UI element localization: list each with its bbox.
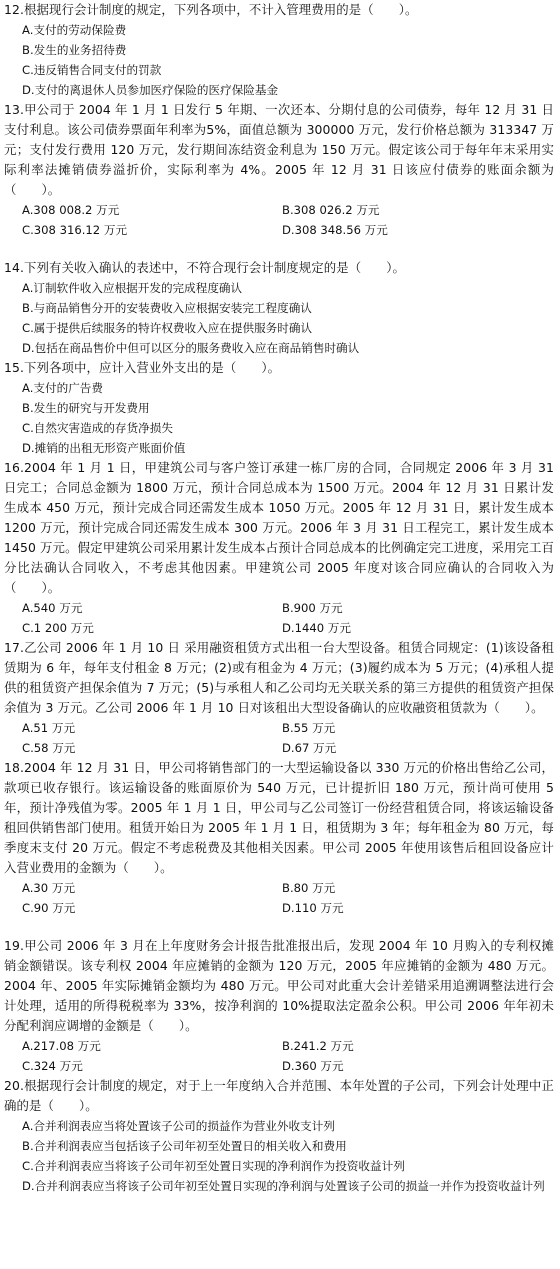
question-stem: 14.下列有关收入确认的表述中，不符合现行会计制度规定的是（ ）。 <box>4 260 406 275</box>
question-stem: 18.2004 年 12 月 31 日，甲公司将销售部门的一大型运输设备以 330 万元的价格出售给乙公司，款项已收存银行。该运输设备的账面原价为 540 万元，已计提折旧 180 万元，预计尚可使用 5 年，预计净残值为零。2005 年 1 月 1 日，甲公司与乙公司签订一份经营租赁合同，将该运输设备租回供销售部门使用。租赁开始日为 2005 年 1 月 1 日，租赁期为 3 年；每年租金为 80 万元，每季度末支付 20 万元。假定不考虑税费及其他相关因素。甲公司 2005 年使用该售后租回设备应计入营业费用的金额为（ ）。 <box>4 760 554 875</box>
question-12 <box>4 0 554 100</box>
option-list <box>4 878 554 918</box>
option-c: C.违反销售合同支付的罚款 <box>22 63 162 77</box>
spacer <box>4 240 554 258</box>
option-b: B.合并利润表应当包括该子公司年初至处置日的相关收入和费用 <box>22 1139 347 1153</box>
option-d: D.67 万元 <box>282 741 337 755</box>
question-17 <box>4 638 554 758</box>
option-d: D.308 348.56 万元 <box>282 223 388 237</box>
option-c: C.90 万元 <box>22 901 76 915</box>
question-19 <box>4 936 554 1076</box>
option-a: A.合并利润表应当将处置该子公司的损益作为营业外收支计列 <box>22 1119 335 1133</box>
option-list <box>4 598 554 638</box>
option-b: B.900 万元 <box>282 601 343 615</box>
option-list <box>4 1116 554 1196</box>
question-13 <box>4 100 554 240</box>
option-a: A.订制软件收入应根据开发的完成程度确认 <box>22 281 243 295</box>
question-stem: 15.下列各项中，应计入营业外支出的是（ ）。 <box>4 360 281 375</box>
option-list <box>4 1036 554 1076</box>
question-stem: 20.根据现行会计制度的规定，对于上一年度纳入合并范围、本年处置的子公司，下列会计处理中正确的是（ ）。 <box>4 1078 554 1113</box>
option-c: C.324 万元 <box>22 1059 83 1073</box>
option-a: A.308 008.2 万元 <box>22 203 120 217</box>
option-a: A.30 万元 <box>22 881 76 895</box>
option-a: A.51 万元 <box>22 721 76 735</box>
option-d: D.110 万元 <box>282 901 344 915</box>
option-d: D.1440 万元 <box>282 621 351 635</box>
option-b: B.发生的研究与开发费用 <box>22 401 150 415</box>
option-b: B.55 万元 <box>282 721 336 735</box>
option-d: D.360 万元 <box>282 1059 344 1073</box>
question-18 <box>4 758 554 918</box>
question-14 <box>4 258 554 358</box>
question-15 <box>4 358 554 458</box>
option-a: A.540 万元 <box>22 601 83 615</box>
question-stem: 13.甲公司于 2004 年 1 月 1 日发行 5 年期、一次还本、分期付息的公司债券，每年 12 月 31 日支付利息。该公司债券票面年利率为5%，面值总额为 300000 万元，发行价格总额为 313347 万元；支付发行费用 120 万元，发行期间冻结资金利息为 150 万元。假定该公司于每年年末采用实际利率法摊销债券溢折价，实际利率为 4%。2005 年 12 月 31 日该应付债券的账面余额为（ ）。 <box>4 102 554 197</box>
question-stem: 17.乙公司 2006 年 1 月 10 日 采用融资租赁方式出租一台大型设备。租赁合同规定：(1)该设备租赁期为 6 年，每年支付租金 8 万元；(2)或有租金为 4 万元；(3)履约成本为 5 万元；(4)承租人提供的租赁资产担保余值为 7 万元；(5)与承租人和乙公司均无关联关系的第三方提供的租赁资产担保余值为 3 万元。乙公司 2006 年 1 月 10 日对该租出大型设备确认的应收融资租赁款为（ ）。 <box>4 640 554 715</box>
option-list <box>4 278 554 358</box>
question-stem: 16.2004 年 1 月 1 日，甲建筑公司与客户签订承建一栋厂房的合同，合同规定 2006 年 3 月 31 日完工；合同总金额为 1800 万元，预计合同总成本为 1500 万元。2004 年 12 月 31 日累计发生成本 450 万元，预计完成合同还需发生成本 1050 万元。2005 年 12 月 31 日，累计发生成本 1200 万元，预计完成合同还需发生成本 300 万元。2006 年 3 月 31 日工程完工，累计发生成本 1450 万元。假定甲建筑公司采用累计发生成本占预计合同总成本的比例确定完工进度，采用完工百分比法确认合同收入，不考虑其他因素。甲建筑公司 2005 年度对该合同应确认的合同收入为（ ）。 <box>4 460 554 595</box>
option-c: C.308 316.12 万元 <box>22 223 128 237</box>
option-a: A.支付的广告费 <box>22 381 103 395</box>
option-c: C.1 200 万元 <box>22 621 94 635</box>
option-a: A.217.08 万元 <box>22 1039 101 1053</box>
option-c: C.合并利润表应当将该子公司年初至处置日实现的净利润作为投资收益计列 <box>22 1159 405 1173</box>
option-d: D.支付的离退休人员参加医疗保险的医疗保险基金 <box>22 83 279 97</box>
option-b: B.与商品销售分开的安装费收入应根据安装完工程度确认 <box>22 301 312 315</box>
option-a: A.支付的劳动保险费 <box>22 23 127 37</box>
spacer <box>4 918 554 936</box>
question-20 <box>4 1076 554 1196</box>
question-stem: 19.甲公司 2006 年 3 月在上年度财务会计报告批准报出后，发现 2004 年 10 月购入的专利权摊销金额错误。该专利权 2004 年应摊销的金额为 120 万元，2005 年应摊销的金额为 480 万元。2004 年、2005 年实际摊销金额均为 480 万元。甲公司对此重大会计差错采用追溯调整法进行会计处理，适用的所得税税率为 33%，按净利润的 10%提取法定盈余公积。甲公司 2006 年年初未分配利润应调增的金额是（ ）。 <box>4 938 554 1033</box>
option-c: C.自然灾害造成的存货净损失 <box>22 421 173 435</box>
option-b: B.241.2 万元 <box>282 1039 354 1053</box>
option-c: C.58 万元 <box>22 741 76 755</box>
question-stem: 12.根据现行会计制度的规定，下列各项中，不计入管理费用的是（ ）。 <box>4 2 418 17</box>
option-list <box>4 20 554 100</box>
option-d: D.摊销的出租无形资产账面价值 <box>22 441 186 455</box>
option-list <box>4 378 554 458</box>
option-d: D.包括在商品售价中但可以区分的服务费收入应在商品销售时确认 <box>22 341 360 355</box>
question-16 <box>4 458 554 638</box>
option-list <box>4 200 554 240</box>
option-b: B.308 026.2 万元 <box>282 203 380 217</box>
option-b: B.80 万元 <box>282 881 336 895</box>
option-list <box>4 718 554 758</box>
option-c: C.属于提供后续服务的特许权费收入应在提供服务时确认 <box>22 321 313 335</box>
option-b: B.发生的业务招待费 <box>22 43 127 57</box>
option-d: D.合并利润表应当将该子公司年初至处置日实现的净利润与处置该子公司的损益一并作为投资收益计列 <box>22 1179 545 1193</box>
